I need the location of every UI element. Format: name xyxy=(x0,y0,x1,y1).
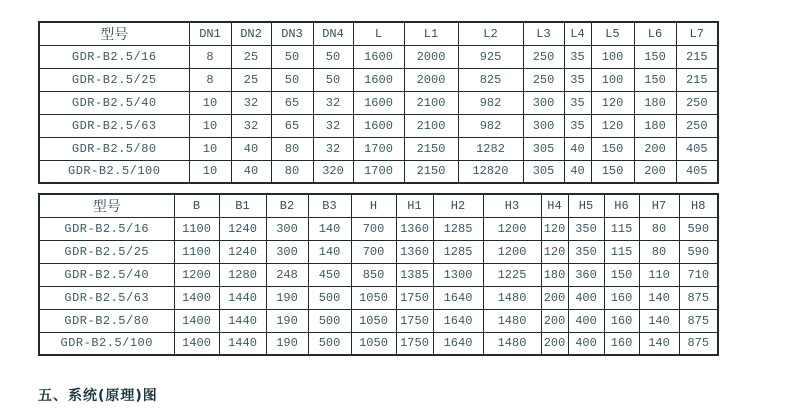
value-cell: 305 xyxy=(523,137,564,160)
value-cell: 10 xyxy=(189,91,231,114)
value-cell: 400 xyxy=(568,309,604,332)
value-cell: 180 xyxy=(634,114,676,137)
table-row xyxy=(39,217,718,240)
model-cell: GDR-B2.5/80 xyxy=(39,309,174,332)
value-cell: 160 xyxy=(604,332,639,355)
header-cell: L5 xyxy=(591,22,634,45)
value-cell: 825 xyxy=(458,68,523,91)
model-column-header: 型号 xyxy=(39,194,174,217)
value-cell: 500 xyxy=(308,286,351,309)
value-cell: 32 xyxy=(313,91,353,114)
table-row xyxy=(39,160,718,183)
value-cell: 405 xyxy=(676,137,718,160)
value-cell: 1285 xyxy=(433,217,483,240)
value-cell: 300 xyxy=(523,91,564,114)
value-cell: 80 xyxy=(639,240,679,263)
value-cell: 250 xyxy=(676,91,718,114)
value-cell: 1225 xyxy=(483,263,541,286)
header-cell: DN3 xyxy=(271,22,313,45)
value-cell: 35 xyxy=(564,45,591,68)
value-cell: 300 xyxy=(266,217,308,240)
value-cell: 120 xyxy=(541,240,568,263)
value-cell: 320 xyxy=(313,160,353,183)
value-cell: 1640 xyxy=(433,332,483,355)
header-cell: H4 xyxy=(541,194,568,217)
value-cell: 160 xyxy=(604,309,639,332)
value-cell: 10 xyxy=(189,160,231,183)
header-cell: H7 xyxy=(639,194,679,217)
value-cell: 140 xyxy=(308,217,351,240)
value-cell: 1360 xyxy=(396,217,433,240)
header-cell: H2 xyxy=(433,194,483,217)
value-cell: 8 xyxy=(189,68,231,91)
value-cell: 1200 xyxy=(483,217,541,240)
value-cell: 1640 xyxy=(433,309,483,332)
value-cell: 140 xyxy=(639,286,679,309)
model-cell: GDR-B2.5/100 xyxy=(39,332,174,355)
value-cell: 2100 xyxy=(404,91,458,114)
value-cell: 1282 xyxy=(458,137,523,160)
table-row xyxy=(39,68,718,91)
value-cell: 700 xyxy=(351,240,396,263)
value-cell: 305 xyxy=(523,160,564,183)
value-cell: 982 xyxy=(458,91,523,114)
value-cell: 35 xyxy=(564,68,591,91)
value-cell: 1280 xyxy=(219,263,266,286)
value-cell: 32 xyxy=(313,137,353,160)
value-cell: 110 xyxy=(639,263,679,286)
model-cell: GDR-B2.5/63 xyxy=(39,286,174,309)
model-cell: GDR-B2.5/100 xyxy=(39,160,189,183)
value-cell: 25 xyxy=(231,68,271,91)
value-cell: 150 xyxy=(591,137,634,160)
value-cell: 200 xyxy=(634,137,676,160)
header-cell: H3 xyxy=(483,194,541,217)
value-cell: 25 xyxy=(231,45,271,68)
value-cell: 850 xyxy=(351,263,396,286)
value-cell: 500 xyxy=(308,332,351,355)
value-cell: 65 xyxy=(271,91,313,114)
header-cell: H8 xyxy=(679,194,718,217)
value-cell: 80 xyxy=(639,217,679,240)
value-cell: 1200 xyxy=(483,240,541,263)
table-row xyxy=(39,114,718,137)
value-cell: 1440 xyxy=(219,286,266,309)
value-cell: 1360 xyxy=(396,240,433,263)
model-cell: GDR-B2.5/40 xyxy=(39,263,174,286)
value-cell: 1440 xyxy=(219,332,266,355)
value-cell: 1400 xyxy=(174,286,219,309)
value-cell: 190 xyxy=(266,309,308,332)
value-cell: 160 xyxy=(604,286,639,309)
value-cell: 150 xyxy=(591,160,634,183)
value-cell: 1480 xyxy=(483,332,541,355)
table-row xyxy=(39,286,718,309)
header-cell: L xyxy=(353,22,404,45)
header-cell: L7 xyxy=(676,22,718,45)
value-cell: 50 xyxy=(313,68,353,91)
value-cell: 1440 xyxy=(219,309,266,332)
table-row xyxy=(39,263,718,286)
value-cell: 8 xyxy=(189,45,231,68)
model-cell: GDR-B2.5/80 xyxy=(39,137,189,160)
value-cell: 710 xyxy=(679,263,718,286)
value-cell: 1700 xyxy=(353,160,404,183)
table-row xyxy=(39,137,718,160)
value-cell: 1050 xyxy=(351,309,396,332)
value-cell: 150 xyxy=(604,263,639,286)
value-cell: 190 xyxy=(266,286,308,309)
value-cell: 140 xyxy=(639,332,679,355)
value-cell: 300 xyxy=(523,114,564,137)
value-cell: 1385 xyxy=(396,263,433,286)
value-cell: 875 xyxy=(679,286,718,309)
value-cell: 50 xyxy=(271,45,313,68)
value-cell: 875 xyxy=(679,332,718,355)
value-cell: 32 xyxy=(231,91,271,114)
value-cell: 400 xyxy=(568,332,604,355)
value-cell: 120 xyxy=(591,114,634,137)
header-cell: L2 xyxy=(458,22,523,45)
value-cell: 32 xyxy=(231,114,271,137)
model-column-header: 型号 xyxy=(39,22,189,45)
value-cell: 50 xyxy=(271,68,313,91)
header-row xyxy=(39,194,718,217)
value-cell: 590 xyxy=(679,217,718,240)
value-cell: 590 xyxy=(679,240,718,263)
value-cell: 120 xyxy=(591,91,634,114)
value-cell: 1750 xyxy=(396,309,433,332)
value-cell: 115 xyxy=(604,217,639,240)
header-cell: L1 xyxy=(404,22,458,45)
value-cell: 1200 xyxy=(174,263,219,286)
value-cell: 1285 xyxy=(433,240,483,263)
value-cell: 1400 xyxy=(174,332,219,355)
value-cell: 250 xyxy=(523,68,564,91)
value-cell: 180 xyxy=(634,91,676,114)
value-cell: 80 xyxy=(271,160,313,183)
value-cell: 100 xyxy=(591,45,634,68)
value-cell: 500 xyxy=(308,309,351,332)
value-cell: 1050 xyxy=(351,332,396,355)
value-cell: 1750 xyxy=(396,332,433,355)
model-cell: GDR-B2.5/16 xyxy=(39,217,174,240)
header-cell: B2 xyxy=(266,194,308,217)
value-cell: 700 xyxy=(351,217,396,240)
value-cell: 1400 xyxy=(174,309,219,332)
value-cell: 250 xyxy=(676,114,718,137)
value-cell: 1750 xyxy=(396,286,433,309)
header-cell: H xyxy=(351,194,396,217)
header-row xyxy=(39,22,718,45)
value-cell: 250 xyxy=(523,45,564,68)
header-cell: H1 xyxy=(396,194,433,217)
value-cell: 50 xyxy=(313,45,353,68)
header-cell: DN2 xyxy=(231,22,271,45)
value-cell: 180 xyxy=(541,263,568,286)
value-cell: 2000 xyxy=(404,68,458,91)
value-cell: 32 xyxy=(313,114,353,137)
header-cell: L6 xyxy=(634,22,676,45)
value-cell: 200 xyxy=(541,286,568,309)
value-cell: 40 xyxy=(564,160,591,183)
value-cell: 1300 xyxy=(433,263,483,286)
table-row xyxy=(39,240,718,263)
value-cell: 2150 xyxy=(404,160,458,183)
value-cell: 1480 xyxy=(483,286,541,309)
value-cell: 1100 xyxy=(174,240,219,263)
value-cell: 190 xyxy=(266,332,308,355)
header-cell: B1 xyxy=(219,194,266,217)
value-cell: 150 xyxy=(634,68,676,91)
value-cell: 12820 xyxy=(458,160,523,183)
value-cell: 350 xyxy=(568,240,604,263)
dimensions-table-b-h xyxy=(38,193,719,356)
header-cell: DN4 xyxy=(313,22,353,45)
value-cell: 40 xyxy=(231,137,271,160)
value-cell: 140 xyxy=(308,240,351,263)
header-cell: L3 xyxy=(523,22,564,45)
value-cell: 80 xyxy=(271,137,313,160)
value-cell: 65 xyxy=(271,114,313,137)
model-cell: GDR-B2.5/63 xyxy=(39,114,189,137)
value-cell: 1100 xyxy=(174,217,219,240)
header-cell: B3 xyxy=(308,194,351,217)
value-cell: 1240 xyxy=(219,240,266,263)
value-cell: 1600 xyxy=(353,91,404,114)
value-cell: 2000 xyxy=(404,45,458,68)
value-cell: 215 xyxy=(676,45,718,68)
header-cell: DN1 xyxy=(189,22,231,45)
header-cell: B xyxy=(174,194,219,217)
header-cell: L4 xyxy=(564,22,591,45)
value-cell: 400 xyxy=(568,286,604,309)
value-cell: 875 xyxy=(679,309,718,332)
value-cell: 1600 xyxy=(353,45,404,68)
value-cell: 40 xyxy=(231,160,271,183)
value-cell: 360 xyxy=(568,263,604,286)
table-row xyxy=(39,332,718,355)
value-cell: 215 xyxy=(676,68,718,91)
value-cell: 925 xyxy=(458,45,523,68)
value-cell: 35 xyxy=(564,114,591,137)
value-cell: 115 xyxy=(604,240,639,263)
table-row xyxy=(39,309,718,332)
value-cell: 2100 xyxy=(404,114,458,137)
model-cell: GDR-B2.5/40 xyxy=(39,91,189,114)
value-cell: 1050 xyxy=(351,286,396,309)
value-cell: 1240 xyxy=(219,217,266,240)
value-cell: 100 xyxy=(591,68,634,91)
model-cell: GDR-B2.5/25 xyxy=(39,68,189,91)
value-cell: 1600 xyxy=(353,68,404,91)
value-cell: 200 xyxy=(541,309,568,332)
value-cell: 35 xyxy=(564,91,591,114)
value-cell: 2150 xyxy=(404,137,458,160)
value-cell: 140 xyxy=(639,309,679,332)
value-cell: 248 xyxy=(266,263,308,286)
header-cell: H5 xyxy=(568,194,604,217)
value-cell: 200 xyxy=(634,160,676,183)
value-cell: 200 xyxy=(541,332,568,355)
model-cell: GDR-B2.5/16 xyxy=(39,45,189,68)
value-cell: 1640 xyxy=(433,286,483,309)
value-cell: 982 xyxy=(458,114,523,137)
value-cell: 450 xyxy=(308,263,351,286)
value-cell: 10 xyxy=(189,114,231,137)
value-cell: 1600 xyxy=(353,114,404,137)
value-cell: 350 xyxy=(568,217,604,240)
table-row xyxy=(39,91,718,114)
value-cell: 150 xyxy=(634,45,676,68)
value-cell: 40 xyxy=(564,137,591,160)
value-cell: 300 xyxy=(266,240,308,263)
value-cell: 405 xyxy=(676,160,718,183)
value-cell: 1480 xyxy=(483,309,541,332)
value-cell: 10 xyxy=(189,137,231,160)
dimensions-table-dn-l xyxy=(38,21,719,184)
header-cell: H6 xyxy=(604,194,639,217)
section-heading: 五、系统(原理)图 xyxy=(38,388,158,404)
value-cell: 120 xyxy=(541,217,568,240)
table-row xyxy=(39,45,718,68)
model-cell: GDR-B2.5/25 xyxy=(39,240,174,263)
value-cell: 1700 xyxy=(353,137,404,160)
